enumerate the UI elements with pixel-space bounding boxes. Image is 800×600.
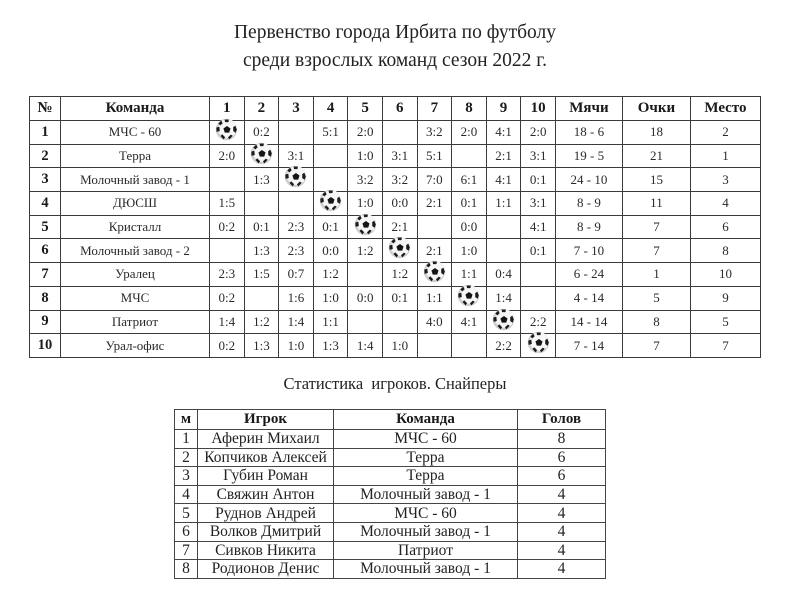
header-opponent-8: 8 (452, 97, 487, 121)
match-result: 4:1 (486, 168, 521, 192)
soccer-ball-icon (215, 118, 238, 141)
points: 5 (622, 286, 690, 310)
match-result (313, 144, 348, 168)
points: 7 (622, 215, 690, 239)
goals-count: 4 (518, 485, 606, 504)
goals-count: 4 (518, 522, 606, 541)
scorer-row (175, 504, 606, 523)
self-match-cell (210, 121, 245, 145)
rank: 1 (175, 430, 198, 449)
match-result: 1:1 (417, 286, 452, 310)
header-opponent-5: 5 (348, 97, 383, 121)
match-result: 0:2 (210, 215, 245, 239)
match-result: 3:2 (382, 168, 417, 192)
goals-difference: 18 - 6 (555, 121, 622, 145)
points: 15 (622, 168, 690, 192)
match-result (382, 310, 417, 334)
self-match-cell (244, 144, 279, 168)
team-name: Патриот (61, 310, 210, 334)
goals-difference: 24 - 10 (555, 168, 622, 192)
match-result: 0:7 (279, 263, 314, 287)
match-result: 1:0 (382, 334, 417, 358)
player-team: Терра (334, 448, 518, 467)
soccer-ball-icon (492, 308, 515, 331)
soccer-ball-icon (423, 260, 446, 283)
place: 3 (690, 168, 760, 192)
page-title (0, 19, 790, 74)
row-number: 10 (30, 334, 61, 358)
match-result: 0:2 (210, 286, 245, 310)
match-result: 1:4 (210, 310, 245, 334)
goals-count: 8 (518, 430, 606, 449)
place: 4 (690, 192, 760, 216)
standings-row (30, 192, 761, 216)
match-result: 2:2 (486, 334, 521, 358)
match-result (348, 310, 383, 334)
match-result: 1:5 (244, 263, 279, 287)
scorer-row (175, 560, 606, 579)
points: 8 (622, 310, 690, 334)
match-result (452, 334, 487, 358)
match-result: 0:0 (382, 192, 417, 216)
match-result: 4:1 (486, 121, 521, 145)
self-match-cell (348, 215, 383, 239)
scorer-row (175, 485, 606, 504)
goals-count: 4 (518, 560, 606, 579)
match-result: 3:1 (279, 144, 314, 168)
self-match-cell (486, 310, 521, 334)
rank: 5 (175, 504, 198, 523)
row-number: 8 (30, 286, 61, 310)
header-opponent-1: 1 (210, 97, 245, 121)
match-result: 1:3 (244, 168, 279, 192)
points: 1 (622, 263, 690, 287)
match-result: 0:0 (313, 239, 348, 263)
team-name: МЧС - 60 (61, 121, 210, 145)
row-number: 3 (30, 168, 61, 192)
team-name: Кристалл (61, 215, 210, 239)
player-name: Аферин Михаил (198, 430, 334, 449)
match-result: 7:0 (417, 168, 452, 192)
team-name: ДЮСШ (61, 192, 210, 216)
standings-row (30, 168, 761, 192)
row-number: 4 (30, 192, 61, 216)
points: 7 (622, 334, 690, 358)
match-result (521, 286, 556, 310)
place: 2 (690, 121, 760, 145)
header-team: Команда (334, 410, 518, 430)
standings-header-row (30, 97, 761, 121)
soccer-ball-icon (319, 189, 342, 212)
rank: 2 (175, 448, 198, 467)
goals-difference: 8 - 9 (555, 215, 622, 239)
place: 9 (690, 286, 760, 310)
soccer-ball-icon (388, 236, 411, 259)
team-name: Урал-офис (61, 334, 210, 358)
match-result: 5:1 (313, 121, 348, 145)
standings-row (30, 121, 761, 145)
scorer-row (175, 541, 606, 560)
match-result: 2:3 (279, 215, 314, 239)
match-result: 0:2 (210, 334, 245, 358)
match-result: 2:0 (521, 121, 556, 145)
row-number: 5 (30, 215, 61, 239)
header-rank: м (175, 410, 198, 430)
match-result: 2:3 (210, 263, 245, 287)
match-result (452, 144, 487, 168)
match-result: 1:3 (244, 239, 279, 263)
match-result: 3:2 (417, 121, 452, 145)
header-opponent-2: 2 (244, 97, 279, 121)
player-name: Сивков Никита (198, 541, 334, 560)
header-opponent-6: 6 (382, 97, 417, 121)
match-result: 1:2 (244, 310, 279, 334)
match-result: 0:2 (244, 121, 279, 145)
header-opponent-3: 3 (279, 97, 314, 121)
standings-row (30, 334, 761, 358)
match-result (348, 263, 383, 287)
scorer-row (175, 467, 606, 486)
match-result: 4:1 (452, 310, 487, 334)
scorers-header-row (175, 410, 606, 430)
scorer-row (175, 522, 606, 541)
row-number: 7 (30, 263, 61, 287)
rank: 3 (175, 467, 198, 486)
match-result: 1:6 (279, 286, 314, 310)
match-result: 1:4 (279, 310, 314, 334)
points: 7 (622, 239, 690, 263)
standings-row (30, 286, 761, 310)
match-result: 1:0 (348, 192, 383, 216)
match-result (417, 334, 452, 358)
soccer-ball-icon (250, 142, 273, 165)
points: 11 (622, 192, 690, 216)
header-player: Игрок (198, 410, 334, 430)
header-opponent-10: 10 (521, 97, 556, 121)
rank: 7 (175, 541, 198, 560)
place: 5 (690, 310, 760, 334)
match-result (279, 192, 314, 216)
match-result: 2:1 (486, 144, 521, 168)
match-result: 0:0 (348, 286, 383, 310)
player-name: Губин Роман (198, 467, 334, 486)
match-result: 1:2 (313, 263, 348, 287)
goals-count: 6 (518, 448, 606, 467)
goals-difference: 7 - 14 (555, 334, 622, 358)
match-result: 3:2 (348, 168, 383, 192)
match-result: 1:0 (279, 334, 314, 358)
standings-row (30, 239, 761, 263)
page-title-line-2: среди взрослых команд сезон 2022 г. (243, 49, 547, 71)
self-match-cell (382, 239, 417, 263)
match-result: 1:3 (313, 334, 348, 358)
match-result: 6:1 (452, 168, 487, 192)
place: 7 (690, 334, 760, 358)
match-result: 0:1 (313, 215, 348, 239)
goals-count: 4 (518, 504, 606, 523)
row-number: 9 (30, 310, 61, 334)
match-result: 0:4 (486, 263, 521, 287)
match-result: 0:1 (244, 215, 279, 239)
match-result: 5:1 (417, 144, 452, 168)
scorers-table (174, 409, 606, 579)
player-name: Волков Дмитрий (198, 522, 334, 541)
goals-difference: 14 - 14 (555, 310, 622, 334)
match-result (244, 286, 279, 310)
points: 21 (622, 144, 690, 168)
match-result: 0:1 (521, 168, 556, 192)
match-result (382, 121, 417, 145)
page-title-line-1: Первенство города Ирбита по футболу (233, 22, 557, 43)
match-result: 1:2 (382, 263, 417, 287)
header-goals: Мячи (555, 97, 622, 121)
self-match-cell (313, 192, 348, 216)
points: 18 (622, 121, 690, 145)
match-result: 1:4 (348, 334, 383, 358)
goals-difference: 8 - 9 (555, 192, 622, 216)
player-name: Копчиков Алексей (198, 448, 334, 467)
match-result: 4:1 (521, 215, 556, 239)
match-result: 3:1 (521, 192, 556, 216)
place: 8 (690, 239, 760, 263)
match-result (279, 121, 314, 145)
match-result: 2:0 (452, 121, 487, 145)
team-name: Терра (61, 144, 210, 168)
rank: 6 (175, 522, 198, 541)
goals-difference: 7 - 10 (555, 239, 622, 263)
goals-count: 6 (518, 467, 606, 486)
match-result: 2:1 (382, 215, 417, 239)
header-opponent-4: 4 (313, 97, 348, 121)
team-name: МЧС (61, 286, 210, 310)
match-result: 2:1 (417, 239, 452, 263)
player-name: Родионов Денис (198, 560, 334, 579)
match-result: 3:1 (382, 144, 417, 168)
header-goals: Голов (518, 410, 606, 430)
match-result: 1:0 (452, 239, 487, 263)
standings-row (30, 215, 761, 239)
match-result (417, 215, 452, 239)
place: 6 (690, 215, 760, 239)
place: 10 (690, 263, 760, 287)
scorer-row (175, 448, 606, 467)
match-result: 1:1 (313, 310, 348, 334)
row-number: 6 (30, 239, 61, 263)
self-match-cell (417, 263, 452, 287)
scorers-title: Статистика игроков. Снайперы (283, 374, 507, 393)
row-number: 1 (30, 121, 61, 145)
match-result: 1:0 (313, 286, 348, 310)
match-result: 1:4 (486, 286, 521, 310)
header-opponent-9: 9 (486, 97, 521, 121)
match-result: 3:1 (521, 144, 556, 168)
goals-difference: 4 - 14 (555, 286, 622, 310)
match-result: 1:1 (486, 192, 521, 216)
match-result: 0:0 (452, 215, 487, 239)
match-result (521, 263, 556, 287)
place: 1 (690, 144, 760, 168)
soccer-ball-icon (354, 213, 377, 236)
goals-difference: 19 - 5 (555, 144, 622, 168)
player-team: Молочный завод - 1 (334, 560, 518, 579)
team-name: Молочный завод - 2 (61, 239, 210, 263)
team-name: Уралец (61, 263, 210, 287)
match-result: 1:5 (210, 192, 245, 216)
standings-table (29, 96, 761, 358)
match-result: 0:1 (382, 286, 417, 310)
player-team: Терра (334, 467, 518, 486)
goals-difference: 6 - 24 (555, 263, 622, 287)
header-points: Очки (622, 97, 690, 121)
team-name: Молочный завод - 1 (61, 168, 210, 192)
match-result (210, 239, 245, 263)
match-result: 1:1 (452, 263, 487, 287)
match-result (313, 168, 348, 192)
match-result: 1:0 (348, 144, 383, 168)
rank: 4 (175, 485, 198, 504)
standings-row (30, 263, 761, 287)
scorer-row (175, 430, 606, 449)
soccer-ball-icon (527, 331, 550, 354)
header-place: Место (690, 97, 760, 121)
rank: 8 (175, 560, 198, 579)
match-result (210, 168, 245, 192)
match-result: 0:1 (521, 239, 556, 263)
match-result (244, 192, 279, 216)
match-result: 2:0 (210, 144, 245, 168)
match-result (486, 215, 521, 239)
match-result: 1:3 (244, 334, 279, 358)
player-team: Молочный завод - 1 (334, 522, 518, 541)
match-result: 2:3 (279, 239, 314, 263)
match-result: 2:1 (417, 192, 452, 216)
match-result: 2:2 (521, 310, 556, 334)
match-result: 4:0 (417, 310, 452, 334)
player-name: Руднов Андрей (198, 504, 334, 523)
standings-row (30, 310, 761, 334)
header-team: Команда (61, 97, 210, 121)
standings-row (30, 144, 761, 168)
self-match-cell (279, 168, 314, 192)
header-number: № (30, 97, 61, 121)
self-match-cell (452, 286, 487, 310)
player-name: Свяжин Антон (198, 485, 334, 504)
player-team: Патриот (334, 541, 518, 560)
header-opponent-7: 7 (417, 97, 452, 121)
player-team: Молочный завод - 1 (334, 485, 518, 504)
match-result: 1:2 (348, 239, 383, 263)
match-result (486, 239, 521, 263)
player-team: МЧС - 60 (334, 430, 518, 449)
soccer-ball-icon (284, 165, 307, 188)
player-team: МЧС - 60 (334, 504, 518, 523)
match-result: 0:1 (452, 192, 487, 216)
soccer-ball-icon (457, 284, 480, 307)
match-result: 2:0 (348, 121, 383, 145)
self-match-cell (521, 334, 556, 358)
goals-count: 4 (518, 541, 606, 560)
row-number: 2 (30, 144, 61, 168)
